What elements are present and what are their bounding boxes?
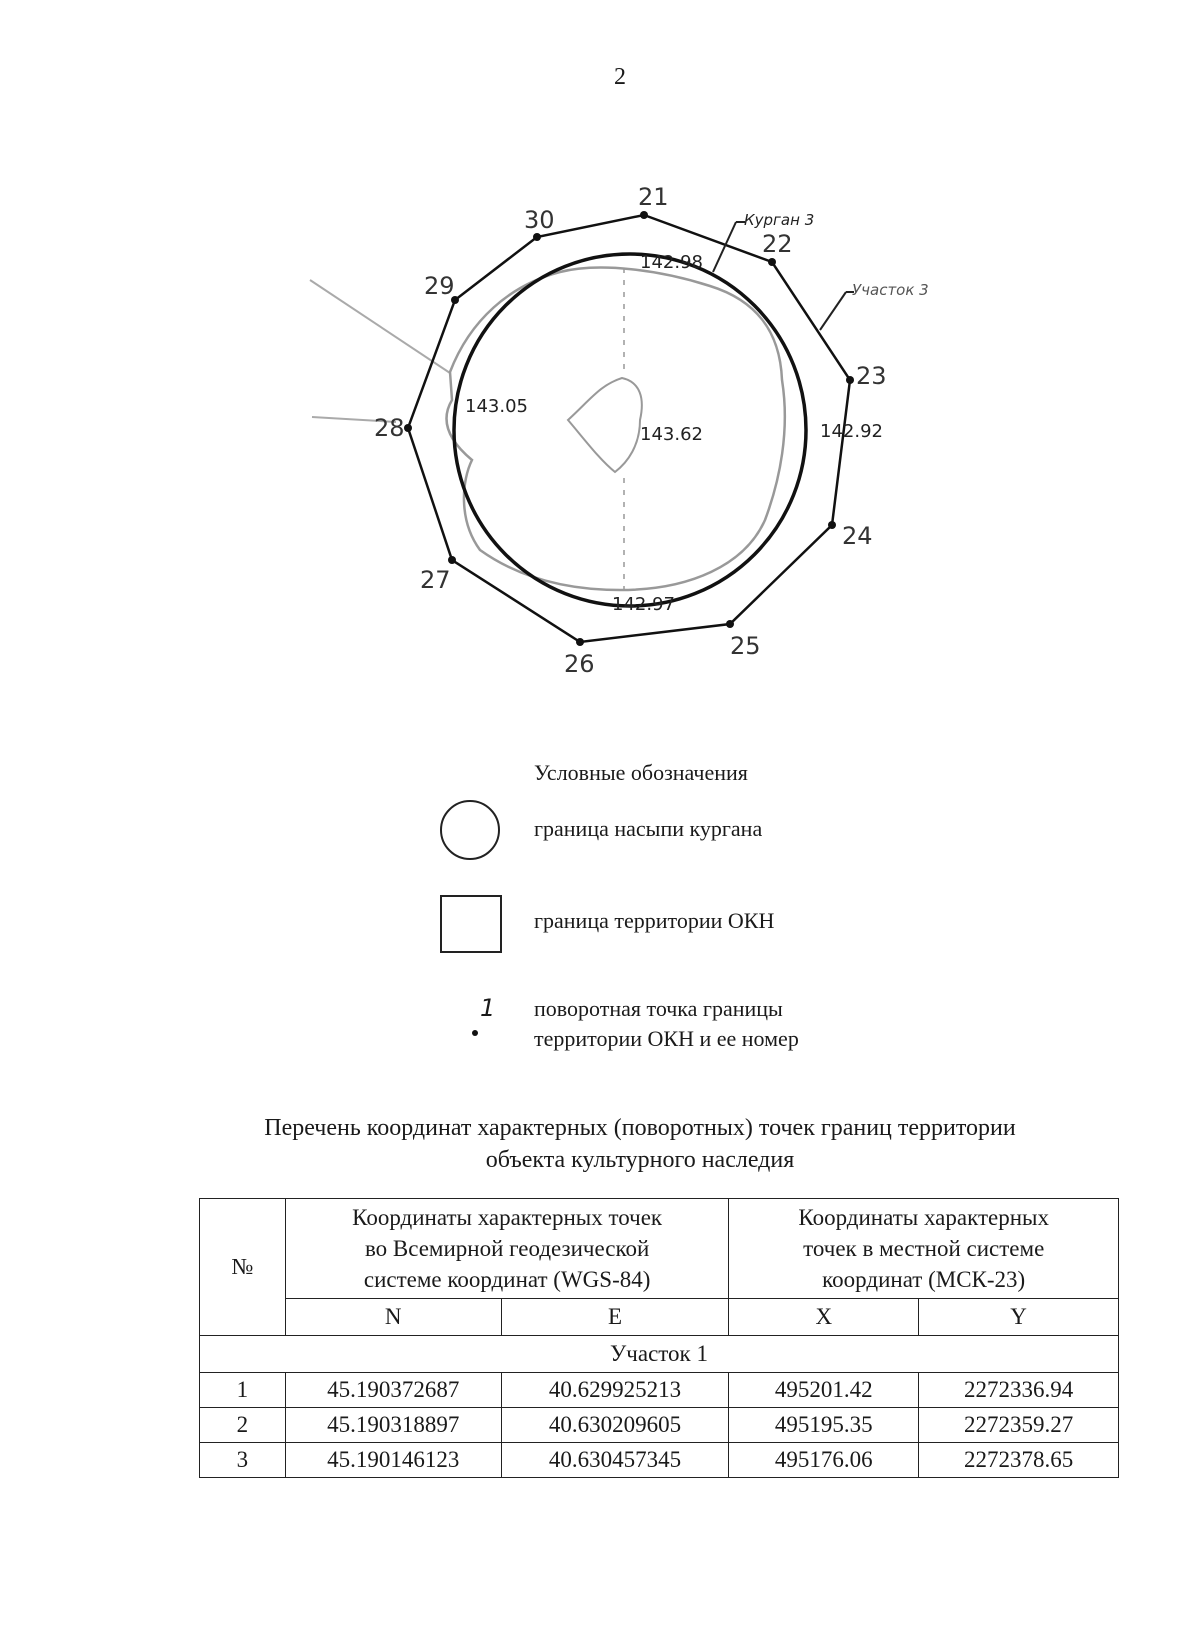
point-label-21: 21	[638, 183, 669, 211]
point-label-25: 25	[730, 632, 761, 660]
turning-point-27	[448, 556, 456, 564]
turning-points	[404, 211, 854, 646]
legend-territory-boundary-text: граница территории ОКН	[534, 908, 775, 933]
legend-point-text-line1: поворотная точка границы	[534, 996, 783, 1021]
cell-y: 2272336.94	[919, 1373, 1119, 1408]
point-label-30: 30	[524, 206, 555, 234]
callout-kurgan: Курган 3	[744, 211, 815, 229]
page-number: 2	[614, 64, 626, 90]
callout-leader-uchastok	[820, 292, 846, 330]
elevation-west: 143.05	[465, 396, 528, 417]
wgs84-header-line2: во Всемирной геодезической	[364, 1236, 650, 1261]
cell-x: 495201.42	[729, 1373, 919, 1408]
col-header-n: N	[285, 1299, 501, 1336]
cell-e: 40.630457345	[501, 1443, 729, 1478]
legend-circle-icon	[440, 800, 500, 860]
section-row-uchastok-1: Участок 1	[200, 1336, 1119, 1373]
col-header-wgs84	[285, 1199, 729, 1299]
callout-uchastok: Участок 3	[852, 281, 929, 299]
site-plan-drawing	[0, 0, 1200, 720]
turning-point-25	[726, 620, 734, 628]
msk23-header-line2: точек в местной системе	[803, 1236, 1045, 1261]
turning-point-24	[828, 521, 836, 529]
cell-n: 45.190372687	[285, 1373, 501, 1408]
elevation-north: 142.98	[640, 252, 703, 273]
msk23-header-line3: координат (МСК-23)	[822, 1267, 1026, 1292]
point-label-22: 22	[762, 230, 793, 258]
summit-contour	[568, 378, 642, 472]
point-label-28: 28	[374, 414, 405, 442]
msk23-header-line1: Координаты характерных	[798, 1205, 1049, 1230]
cell-e: 40.630209605	[501, 1408, 729, 1443]
point-label-24: 24	[842, 522, 873, 550]
legend-mound-boundary-text: граница насыпи кургана	[534, 816, 763, 841]
cell-x: 495195.35	[729, 1408, 919, 1443]
turning-point-26	[576, 638, 584, 646]
col-header-e: E	[501, 1299, 729, 1336]
table-title	[170, 1112, 1110, 1176]
legend-point-dot-icon	[472, 1030, 478, 1036]
cell-number: 2	[200, 1408, 286, 1443]
cell-number: 3	[200, 1443, 286, 1478]
table-row	[200, 1373, 1119, 1408]
wgs84-header-line3: системе координат (WGS-84)	[363, 1267, 651, 1292]
coordinates-table	[199, 1198, 1119, 1478]
turning-point-21	[640, 211, 648, 219]
cell-e: 40.629925213	[501, 1373, 729, 1408]
col-header-x: X	[729, 1299, 919, 1336]
table-title-line2: объекта культурного наследия	[485, 1147, 795, 1173]
elevation-east: 142.92	[820, 421, 883, 442]
point-label-29: 29	[424, 272, 455, 300]
turning-point-30	[533, 233, 541, 241]
wgs84-header-line1: Координаты характерных точек	[352, 1205, 663, 1230]
legend-title: Условные обозначения	[534, 760, 748, 785]
col-header-y: Y	[919, 1299, 1119, 1336]
turning-point-22	[768, 258, 776, 266]
point-label-26: 26	[564, 650, 595, 678]
cell-number: 1	[200, 1373, 286, 1408]
col-header-msk23	[729, 1199, 1119, 1299]
cell-x: 495176.06	[729, 1443, 919, 1478]
elevation-south: 142.97	[612, 594, 675, 615]
turning-point-23	[846, 376, 854, 384]
table-row	[200, 1443, 1119, 1478]
turning-point-28	[404, 424, 412, 432]
cell-n: 45.190146123	[285, 1443, 501, 1478]
cell-n: 45.190318897	[285, 1408, 501, 1443]
mound-boundary-circle	[454, 254, 806, 606]
legend-point-text-line2: территории ОКН и ее номер	[534, 1026, 799, 1051]
cell-y: 2272359.27	[919, 1408, 1119, 1443]
point-label-23: 23	[856, 362, 887, 390]
cell-y: 2272378.65	[919, 1443, 1119, 1478]
legend-point-number: 1	[480, 994, 496, 1022]
table-title-line1: Перечень координат характерных (поворотных) точек границ территории	[264, 1115, 1016, 1141]
col-header-number: №	[200, 1199, 286, 1336]
legend-square-icon	[440, 895, 502, 953]
point-label-27: 27	[420, 566, 451, 594]
table-row	[200, 1408, 1119, 1443]
elevation-center: 143.62	[640, 424, 703, 445]
